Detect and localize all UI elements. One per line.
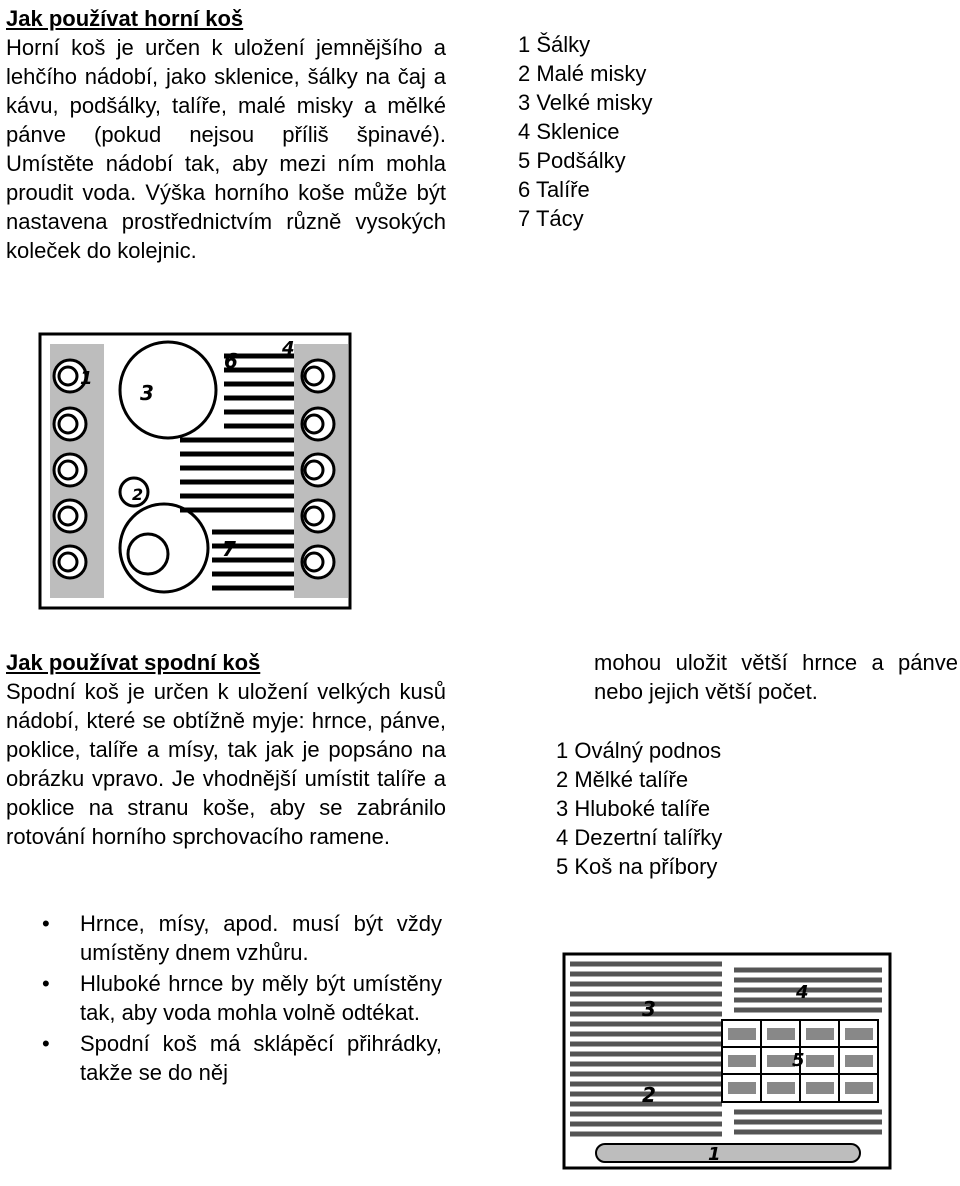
legend-item: 1 Oválný podnos	[556, 738, 722, 763]
upper-label-1: 1	[80, 368, 93, 389]
legend-item: 4 Dezertní talířky	[556, 825, 723, 850]
legend-item: 3 Hluboké talíře	[556, 796, 711, 821]
legend-item: 1 Šálky	[518, 32, 591, 57]
legend-item: 7 Tácy	[518, 206, 584, 231]
lower-basket-section	[6, 648, 446, 851]
legend-item: 3 Velké misky	[518, 90, 653, 115]
upper-label-3: 3	[140, 381, 154, 405]
legend-item: 2 Malé misky	[518, 61, 647, 86]
lower-basket-legend	[556, 736, 916, 881]
lower-basket-diagram	[556, 940, 896, 1172]
upper-basket-heading: Jak používat horní koš	[6, 6, 244, 31]
lower-label-5: 5	[792, 1050, 805, 1071]
upper-label-6: 6	[224, 349, 238, 373]
legend-item: 5 Podšálky	[518, 148, 626, 173]
legend-item: 6 Talíře	[518, 177, 590, 202]
upper-basket-paragraph: Horní koš je určen k uložení jemnějšího a lehčího nádobí, jako sklenice, šálky na čaj a kávu, podšálky, talíře, malé misky a mělké pánve (pokud nejsou příliš špinavé). Umístěte nádobí tak, aby mezi ním mohla proudit voda. Výška horního koše může být nastavena prostřednictvím různě vysokých koleček do kolejnic.	[6, 35, 446, 263]
upper-label-7: 7	[222, 537, 236, 561]
bullet-item: • Hluboké hrnce by měly být umístěny tak, aby voda mohla volně odtékat.	[42, 969, 442, 1027]
lower-label-4: 4	[796, 982, 809, 1003]
legend-item: 2 Mělké talíře	[556, 767, 689, 792]
bullet-item: • Spodní koš má sklápěcí přihrádky, takže se do něj	[42, 1029, 442, 1087]
lower-label-3: 3	[642, 997, 656, 1021]
upper-label-2: 2	[132, 485, 144, 504]
bullet-item: • Hrnce, mísy, apod. musí být vždy umístěny dnem vzhůru.	[42, 909, 442, 967]
upper-basket-legend	[518, 30, 818, 233]
upper-basket-section	[6, 4, 446, 265]
lower-label-1: 1	[708, 1144, 721, 1165]
upper-label-4: 4	[282, 338, 295, 359]
legend-item: 5 Koš na příbory	[556, 854, 718, 879]
legend-item: 4 Sklenice	[518, 119, 620, 144]
lower-basket-continuation: mohou uložit větší hrnce a pánve nebo jejich větší počet.	[594, 650, 958, 704]
lower-basket-bullets	[42, 909, 442, 1089]
lower-label-2: 2	[642, 1083, 656, 1107]
upper-basket-diagram	[36, 320, 356, 612]
lower-basket-paragraph: Spodní koš je určen k uložení velkých kusů nádobí, které se obtížně myje: hrnce, pánve, poklice, talíře a mísy, tak jak je popsáno na obrázku vpravo. Je vhodnější umístit talíře a poklice na stranu koše, aby se zabránilo rotování horního sprchovacího ramene.	[6, 679, 446, 849]
lower-basket-heading: Jak používat spodní koš	[6, 650, 261, 675]
